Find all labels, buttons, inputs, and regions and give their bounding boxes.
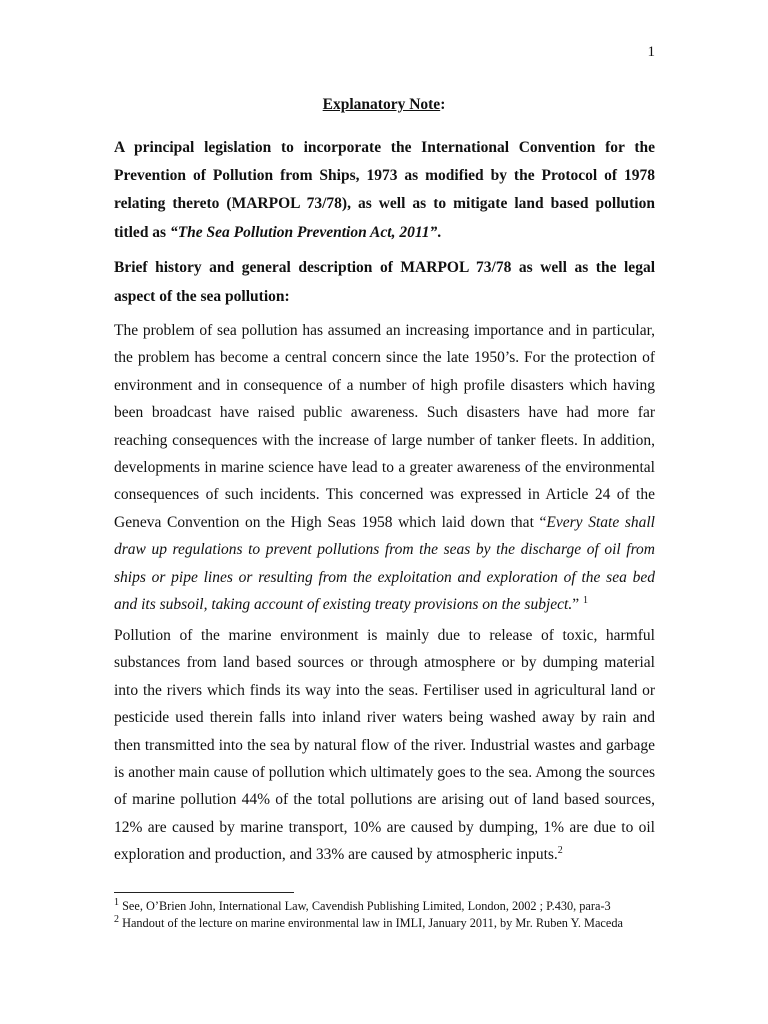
- paragraph-history-text: The problem of sea pollution has assumed an increasing importance and in particular, the problem has become a central concern since the late 1950’s. For the protection of environment and in consequence of a number of high profile disasters which having been broadcast have raised public awareness. Such disasters have had more far reaching consequences with the increase of large number of tanker fleets. In addition, developments in marine science have lead to a greater awareness of the environmental consequences of such incidents. This concerned was expressed in Article 24 of the Geneva Convention on the High Seas 1958 which laid down that “: [114, 322, 655, 531]
- page-number: 1: [647, 44, 655, 60]
- footnotes: [114, 898, 674, 932]
- footnote-ref-2[interactable]: 2: [557, 845, 563, 857]
- footnote-2-marker: 2: [114, 913, 119, 925]
- title-main: A principal legislation to incorporate the International Convention for the Prevention of Pollution from Ships, 1973 as modified by the Protocol of 1978 relating thereto (MARPOL 73/78), as well as to mitigate land based pollution titled as: [114, 139, 655, 241]
- paragraph-sources-text: Pollution of the marine environment is mainly due to release of toxic, harmful substances from land based sources or through atmosphere or by dumping material into the rivers which finds its way into the seas. Fertiliser used in agricultural land or pesticide used therein falls into inland river waters being washed away by rain and then transmitted into the sea by natural flow of the river. Industrial wastes and garbage is another main cause of pollution which ultimately goes to the sea. Among the sources of marine pollution 44% of the total pollutions are arising out of land based sources, 12% are caused by marine transport, 10% are caused by dumping, 1% are due to oil exploration and production, and 33% are caused by atmospheric inputs.: [114, 627, 655, 864]
- paragraph-sources: [114, 622, 655, 869]
- title-end: .: [437, 223, 442, 241]
- footnote-ref-1[interactable]: 1: [582, 594, 588, 606]
- footnote-2: [114, 915, 674, 932]
- quote-close: ”: [572, 596, 580, 614]
- heading-label: Explanatory Note: [322, 96, 441, 113]
- heading-colon: :: [440, 96, 446, 113]
- section-subheading: Brief history and general description of MARPOL 73/78 as well as the legal aspect of the sea pollution:: [114, 259, 655, 305]
- explanatory-note-heading: [0, 96, 768, 114]
- act-name: “The Sea Pollution Prevention Act, 2011”: [169, 223, 438, 241]
- footnote-1-marker: 1: [114, 896, 119, 908]
- footnote-2-text: Handout of the lecture on marine environmental law in IMLI, January 2011, by Mr. Ruben Y. Maceda: [119, 916, 623, 930]
- footnote-1: [114, 898, 674, 915]
- legislation-title: [114, 134, 655, 247]
- geneva-quote: Every State shall draw up regulations to prevent pollutions from the seas by the discharge of oil from ships or pipe lines or resulting from the exploitation and exploration of the sea bed and its subsoil, taking account of existing treaty provisions on the subject.: [114, 513, 655, 614]
- footnote-1-text: See, O’Brien John, International Law, Cavendish Publishing Limited, London, 2002 ; P.430, para-3: [119, 899, 611, 913]
- footnote-divider: [114, 892, 294, 893]
- paragraph-history: [114, 317, 655, 618]
